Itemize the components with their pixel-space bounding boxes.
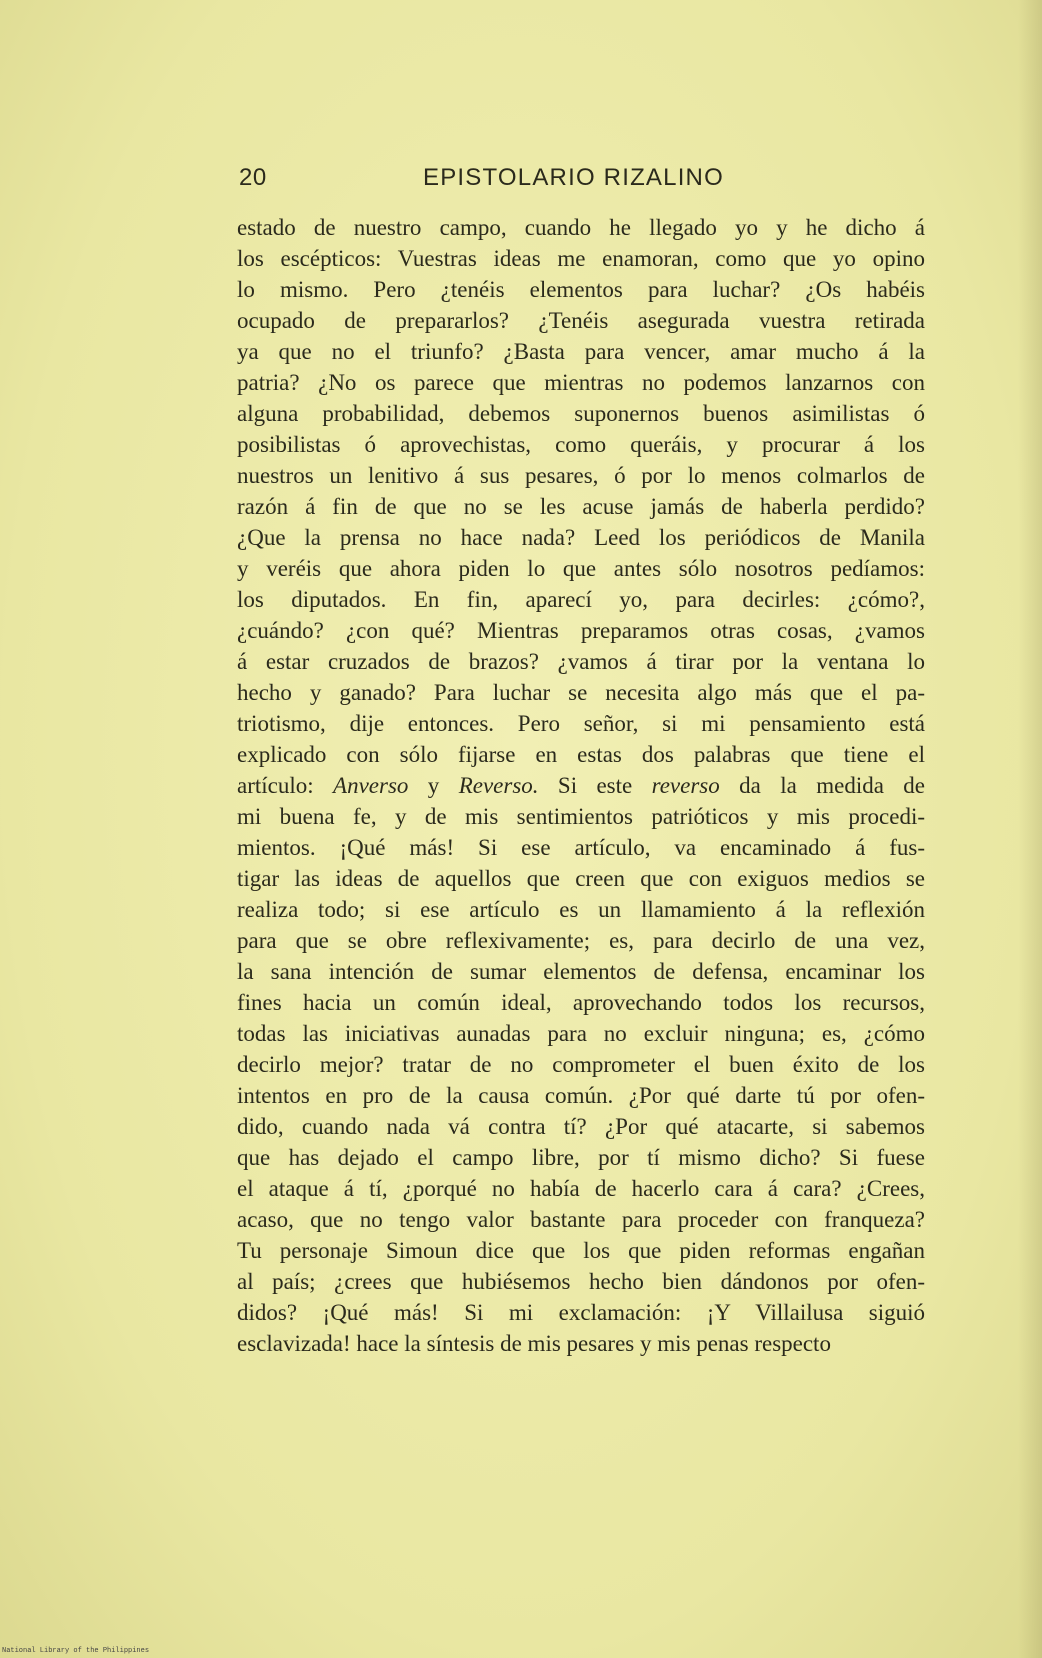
text-line: los diputados. En fin, aparecí yo, para decirles: ¿cómo?,: [237, 587, 925, 612]
text-segment: da la medida de: [719, 773, 925, 798]
text-line: realiza todo; si ese artículo es un llamamiento á la reflexión: [237, 897, 925, 922]
text-line: mientos. ¡Qué más! Si ese artículo, va encaminado á fus-: [237, 835, 925, 860]
text-line: esclavizada! hace la síntesis de mis pesares y mis penas respecto: [237, 1331, 831, 1356]
library-stamp: National Library of the Philippines: [2, 1647, 150, 1655]
text-line: explicado con sólo fijarse en estas dos palabras que tiene el: [237, 742, 925, 767]
text-line: nuestros un lenitivo á sus pesares, ó por lo menos colmarlos de: [237, 463, 925, 488]
text-line: triotismo, dije entonces. Pero señor, si mi pensamiento está: [237, 711, 925, 736]
italic-word: reverso: [651, 773, 720, 798]
text-line: Tu personaje Simoun dice que los que piden reformas engañan: [237, 1238, 925, 1263]
text-line: fines hacia un común ideal, aprovechando todos los recursos,: [237, 990, 925, 1015]
text-line: ya que no el triunfo? ¿Basta para vencer, amar mucho á la: [237, 339, 925, 364]
text-line: al país; ¿crees que hubiésemos hecho bien dándonos por ofen-: [237, 1269, 925, 1294]
text-line: alguna probabilidad, debemos suponernos buenos asimilistas ó: [237, 401, 925, 426]
text-line: todas las iniciativas aunadas para no excluir ninguna; es, ¿cómo: [237, 1021, 925, 1046]
text-segment: y: [408, 773, 459, 798]
text-segment: artículo:: [237, 773, 334, 798]
text-line: intentos en pro de la causa común. ¿Por qué darte tú por ofen-: [237, 1083, 925, 1108]
text-line: posibilistas ó aprovechistas, como queráis, y procurar á los: [237, 432, 925, 457]
text-line: á estar cruzados de brazos? ¿vamos á tirar por la ventana lo: [237, 649, 925, 674]
text-line: para que se obre reflexivamente; es, para decirlo de una vez,: [237, 928, 925, 953]
text-line: mi buena fe, y de mis sentimientos patrióticos y mis procedi-: [237, 804, 925, 829]
body-text: [237, 212, 925, 1359]
text-line: la sana intención de sumar elementos de defensa, encaminar los: [237, 959, 925, 984]
text-line: y veréis que ahora piden lo que antes sólo nosotros pedíamos:: [237, 556, 925, 581]
italic-word: Reverso.: [458, 773, 539, 798]
italic-word: Anverso: [333, 773, 409, 798]
text-line: ¿Que la prensa no hace nada? Leed los periódicos de Manila: [237, 525, 925, 550]
text-line: acaso, que no tengo valor bastante para proceder con franqueza?: [237, 1207, 925, 1232]
text-line: ¿cuándo? ¿con qué? Mientras preparamos otras cosas, ¿vamos: [237, 618, 925, 643]
text-line: tigar las ideas de aquellos que creen que con exiguos medios se: [237, 866, 925, 891]
text-line: lo mismo. Pero ¿tenéis elementos para luchar? ¿Os habéis: [237, 277, 925, 302]
running-title: EPISTOLARIO RIZALINO: [423, 164, 724, 191]
text-line: dido, cuando nada vá contra tí? ¿Por qué atacarte, si sabemos: [237, 1114, 925, 1139]
text-line: estado de nuestro campo, cuando he llegado yo y he dicho á: [237, 215, 925, 240]
text-line: didos? ¡Qué más! Si mi exclamación: ¡Y Villailusa siguió: [237, 1300, 925, 1325]
text-line: patria? ¿No os parece que mientras no podemos lanzarnos con: [237, 370, 925, 395]
text-line: ocupado de prepararlos? ¿Tenéis asegurada vuestra retirada: [237, 308, 925, 333]
text-line: hecho y ganado? Para luchar se necesita algo más que el pa-: [237, 680, 925, 705]
text-segment: Si este: [538, 773, 652, 798]
page-number: 20: [239, 164, 267, 191]
text-line: que has dejado el campo libre, por tí mismo dicho? Si fuese: [237, 1145, 925, 1170]
text-line: [237, 770, 925, 801]
text-line: los escépticos: Vuestras ideas me enamoran, como que yo opino: [237, 246, 925, 271]
text-line: razón á fin de que no se les acuse jamás de haberla perdido?: [237, 494, 925, 519]
page-header: [237, 160, 927, 200]
text-line: el ataque á tí, ¿porqué no había de hacerlo cara á cara? ¿Crees,: [237, 1176, 925, 1201]
text-line: decirlo mejor? tratar de no comprometer el buen éxito de los: [237, 1052, 925, 1077]
page-edge-shadow: [1018, 0, 1042, 1658]
